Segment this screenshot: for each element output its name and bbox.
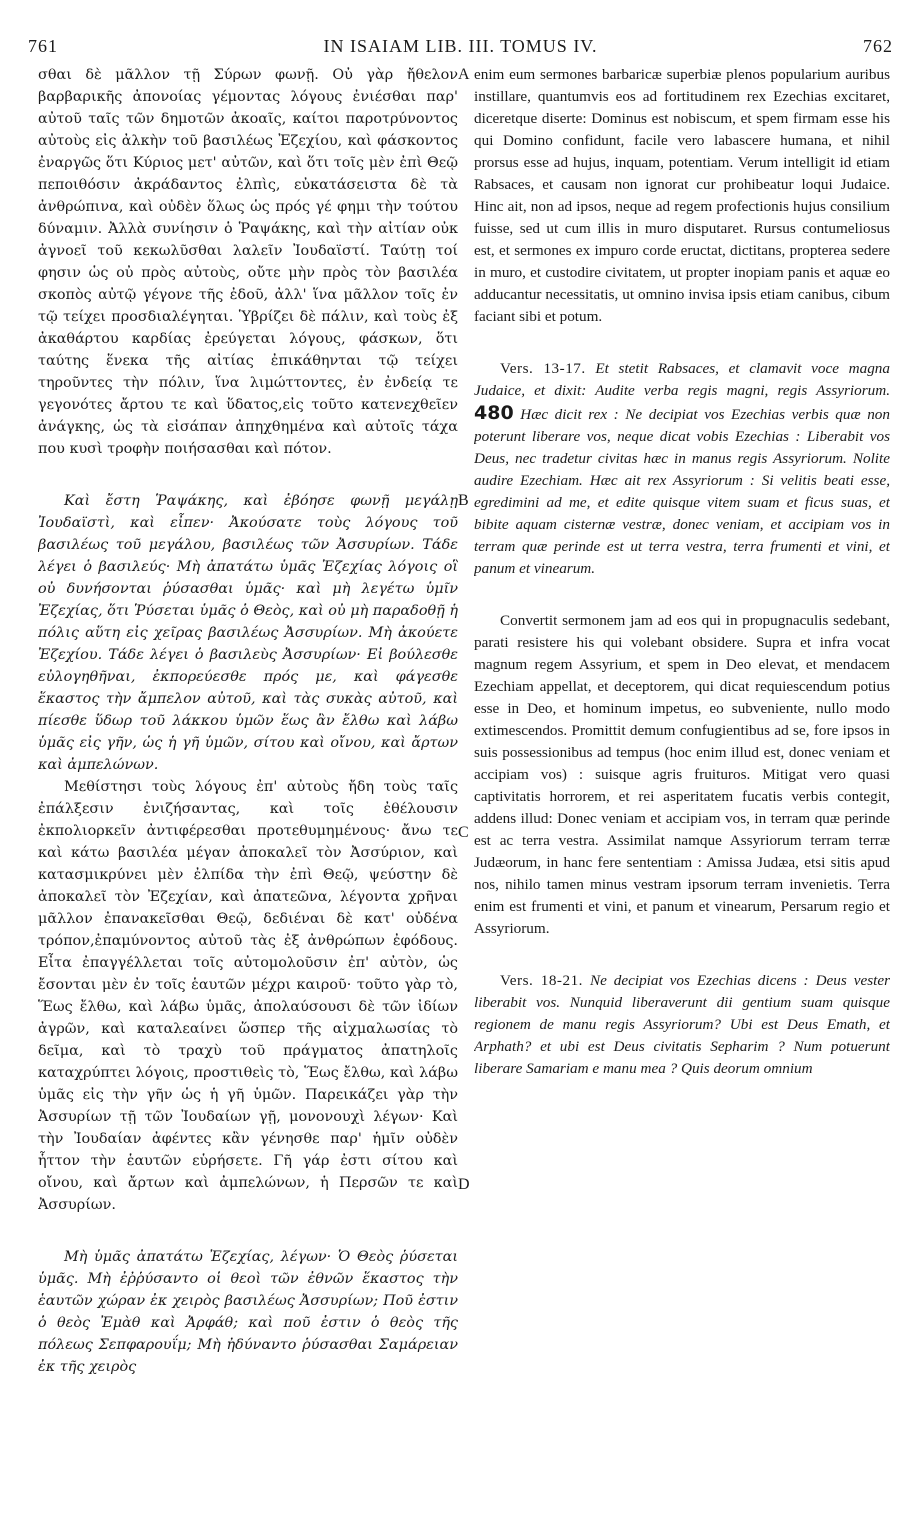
latin-verse-block-1 <box>474 358 890 580</box>
left-page-number: 761 <box>28 36 58 56</box>
running-title: IN ISAIAM LIB. III. TOMUS IV. <box>323 36 598 56</box>
latin-scripture-1a: Et stetit Rabsaces, et clamavit voce magna Judaice, et dixit: Audite verba regis magni, regis Assyriorum. <box>474 360 890 399</box>
greek-scripture-2: Μὴ ὑμᾶς ἀπατάτω Ἐζεχίας, λέγων· Ὁ Θεὸς ῥύσεται ὑμᾶς. Μὴ ἐῤῥύσαντο οἱ θεοὶ τῶν ἐθνῶν ἕκαστος τὴν ἑαυτῶν χώραν ἐκ χειρὸς βασιλέως Ἀσσυρίων; Ποῦ ἐστιν ὁ θεὸς Ἐμὰθ καὶ Ἀρφάθ; καὶ ποῦ ἐστιν ὁ θεὸς τῆς πόλεως Σεπφαρουΐμ; Μὴ ἠδύναντο ῥύσασθαι Σαμάρειαν ἐκ τῆς χειρὸς <box>38 1249 458 1375</box>
verse-label-13-17: Vers. 13-17. <box>500 360 586 377</box>
margin-letter-d: D <box>458 1176 470 1193</box>
greek-commentary-2: Μεθίστησι τοὺς λόγους ἐπ' αὐτοὺς ἤδη τοὺς ταῖς ἐπάλξεσιν ἐνιζήσαντας, καὶ τοῖς ἐθέλουσιν ἐκπολιορκεῖν ἀντιφέρεσθαι προτεθυμημένους· ἄνω τε καὶ κάτω βασιλέα μέγαν ἀποκαλεῖ τὸν Ἀσσύριον, καὶ κατασμικρύνει μὲν ἐλπίδα τὴν ἐπὶ Θεῷ, ψεύστην δὲ ἀποκαλεῖ τὸν Ἐζεχίαν, καὶ ἀπατεῶνα, λέγοντα χρῆναι μᾶλλον ἐπανακεῖσθαι Θεῷ, δεδιέναι δὲ κατ' οὐδένα τρόπον,ἐπαμύνοντος αὐτοῦ τὰς ἐξ ἀνθρώπων ἐφόδους. Εἶτα ἐπαγγέλλεται τοῖς αὐτομολοῦσιν ἐπ' αὐτὸν, ὡς ἔσονται μὲν ἐν τοῖς ἑαυτῶν μέχρι καιροῦ· τοῦτο γὰρ τὸ, Ἕως ἔλθω, καὶ λάβω ὑμᾶς, ἀπολαύσουσι δὲ τῶν ἰδίων ἀγρῶν, καὶ καταλεαίνει ὥσπερ τῆς αἰχμαλωσίας τὸ δεῖμα, καὶ τὸ τραχὺ τοῦ πράγματος ἀπατηλοῖς καταχρύπτει λόγοις, προστιθεὶς τὸ, Ἕως ἔλθω, καὶ λάβω ὑμᾶς εἰς τὴν γῆν ὡς ἡ γῆ ὑμῶν. Παρεικάζει γὰρ τὴν Ἀσσυρίων τῇ τῶν Ἰουδαίων γῇ, μονονουχὶ λέγων· Καὶ τὴν Ἰουδαίαν ἀφέντες κἂν γένησθε παρ' ἡμῖν οὐδὲν ἧττον τὴν ἑαυτῶν εὑρήσετε. Γῆ γάρ ἐστι σίτου καὶ οἴνου, καὶ ἄρτων καὶ ἀμπελώνων, ἡ Περσῶν τε καὶ Ἀσσυρίων. <box>38 779 458 1213</box>
margin-letter-c: C <box>458 824 469 841</box>
column-number: 480 <box>474 402 514 424</box>
page-header <box>28 36 893 60</box>
verse-label-18-21: Vers. 18-21. <box>500 972 583 989</box>
margin-letter-a: A <box>458 66 470 83</box>
latin-commentary-1: enim eum sermones barbaricæ superbiæ plenos popularium auribus instillare, quantumvis eos ad fortitudinem rex Ezechias excitaret, diceretque diserte: Dominus est nobiscum, et spem firmam esse his qui Domino confidunt, facile vero labascere humana, et nihil prorsus esse ad hujus, inquam, potentiam. Verum intelligit id etiam Rabsaces, et causam non ignorat cur prohibeatur loqui Judaice. Hinc ait, non ad ipsos, neque ad regem profectionis hujus consilium fuisse, sed ut cum illis in muro disputaret. Rursus contumeliosus est, et sermones ex impuro corde eructat, dictitans, propterea sedere in muro, et custodire civitatem, ut propter inopiam panis et aquæ eo adducantur necessitatis, ut omnino invisa ipsis etiam canibus, cibum faciant sibi et potum. <box>474 66 890 325</box>
latin-scripture-2: Ne decipiat vos Ezechias dicens : Deus vester liberabit vos. Nunquid liberaverunt dii gentium suam quisque regionem de manu regis Assyriorum? Ubi est Deus Emath, et Arphath? et ubi est Deus civitatis Sepharim ? Num potuerunt liberare Samariam e manu mea ? Quis deorum omnium <box>474 972 890 1077</box>
latin-column <box>474 64 890 1520</box>
latin-verse-block-2 <box>474 970 890 1080</box>
latin-commentary-2: Convertit sermonem jam ad eos qui in propugnaculis sedebant, parati resistere his qui volebant obsidere. Supra et infra vocat magnum regem Assyrium, et spem in Deo elevat, et mendacem Ezechiam appellat, et deceptorem, qui dicat requiescendum potius esse in Deo, et hominum impetus, eo subveniente, nullo modo extimescendos. Promittit demum confugientibus ad se, fore ipsos in suis possessionibus ad tempus (hoc enim illud est, donec veniam et accipiam vos) : suisque agris fruituros. Mitigat vero quasi captivitatis horrorem, et rei asperitatem fucatis verbis contegit, addens illud: Donec veniam et accipiam vos, in terram quæ perinde est ac terra vestra. Assimilat namque Assyriorum terram terræ Judæorum, in hanc fere sententiam : Amissa Judæa, etsi sitis apud nos, nihilo tamen minus vestram ipsorum terram invenietis. Terra enim est frumenti et vini, et panum et vinearum, Persarum regio et Assyriorum. <box>474 612 890 937</box>
margin-letter-b: B <box>458 492 469 509</box>
right-page-number: 762 <box>863 36 893 56</box>
latin-scripture-1b: Hæc dicit rex : Ne decipiat vos Ezechias verbis quæ non poterunt liberare vos, neque dicat vobis Ezechias : Liberabit vos Deus, nec tradetur civitas hæc in manus regis Assyriorum. Nolite audire Ezechiam. Hæc ait rex Assyriorum : Si velitis beati esse, egredimini ad me, et edite quisque vitem suam et ficus suas, et bibite aquam cisternæ vestræ, donec veniam, et accipiam vos in terram quæ perinde est ut terra vestra, terra frumenti et vini, et panum et vinearum. <box>474 406 890 577</box>
greek-column <box>38 64 458 1520</box>
greek-commentary-1: σθαι δὲ μᾶλλον τῇ Σύρων φωνῇ. Οὐ γὰρ ἤθελον βαρβαρικῆς ἀπονοίας γέμοντας λόγους ἐνιέσθαι παρ' αὐτοῦ ταῖς τῶν δημοτῶν ἀκοαῖς, καίτοι παροτρύνοντος αὐτοὺς εἰς ἀλκὴν τοῦ βασιλέως Ἐζεχίου, καὶ φάσκοντος ἐναργῶς ὅτι Κύριος μετ' αὐτῶν, καὶ ὅτι τοῖς μὲν ἐπὶ Θεῷ πεποιθόσιν ἀκράδαντος ἐλπὶς, εὐκατάσειστα δὲ τὰ ἀνθρώπινα, καὶ οὐδὲν ὅλως ὡς πρός γέ φημι τὴν τούτου δύναμιν. Ἀλλὰ συνίησιν ὁ Ῥαψάκης, καὶ τὴν αἰτίαν οὐκ ἀγνοεῖ τοῦ κεκωλῦσθαι λαλεῖν Ἰουδαϊστί. Ταύτῃ τοί φησιν ὡς οὐ πρὸς αὐτοὺς, οὔτε μὴν πρὸς τὸν βασιλέα σκοπὸς αὐτῷ γέγονε τῆς ἐδοῦ, ἀλλ' ἵνα μᾶλλον τοῖς ἐν τῷ τείχει προσδιαλέγηται. Ὑβρίζει δὲ πάλιν, καὶ τοὺς ἐξ ἀκαθάρτου καρδίας ἐρεύγεται λόγους, φάσκων, ὅτι ταύτης ἕνεκα τῆς αἰτίας ἐπικάθηνται τῷ τείχει τηροῦντες τὴν πόλιν, ἵνα λιμώττοντες, ἐν ἐνδείᾳ τε γεγονότες ἄρτου τε καὶ ὕδατος,εἰς τοῦτο κατενεχθεῖεν ἀνάγκης, ὡς τὰ εἰσάπαν ἀπηχθημένα καὶ αὐτοῖς τάχα που κυσὶ τροφὴν ποιήσασθαι καὶ πότον. <box>38 67 458 457</box>
greek-scripture-1: Καὶ ἔστη Ῥαψάκης, καὶ ἐβόησε φωνῇ μεγάλῃ Ἰουδαϊστὶ, καὶ εἶπεν· Ἀκούσατε τοὺς λόγους τοῦ βασιλέως τοῦ μεγάλου, βασιλέως τῶν Ἀσσυρίων. Τάδε λέγει ὁ βασιλεύς· Μὴ ἀπατάτω ὑμᾶς Ἐζεχίας λόγοις οἳ οὐ δυνήσονται ῥύσασθαι ὑμᾶς· καὶ μὴ λεγέτω ὑμῖν Ἐζεχίας, ὅτι Ῥύσεται ὑμᾶς ὁ Θεὸς, καὶ οὐ μὴ παραδοθῇ ἡ πόλις αὕτη εἰς χεῖρας βασιλέως Ἀσσυρίων. Μὴ ἀκούετε Ἐζεχίου. Τάδε λέγει ὁ βασιλεὺς Ἀσσυρίων· Εἰ βούλεσθε εὐλογηθῆναι, ἐκπορεύεσθε πρός με, καὶ φάγεσθε ἕκαστος τὴν ἄμπελον αὐτοῦ, καὶ τὰς συκὰς αὐτοῦ, καὶ πίεσθε ὕδωρ τοῦ λάκκου ὑμῶν ἕως ἂν ἔλθω καὶ λάβω ὑμᾶς εἰς γῆν, ὡς ἡ γῆ ὑμῶν, σίτου καὶ οἴνου, καὶ ἄρτων καὶ ἀμπελώνων. <box>38 493 458 773</box>
